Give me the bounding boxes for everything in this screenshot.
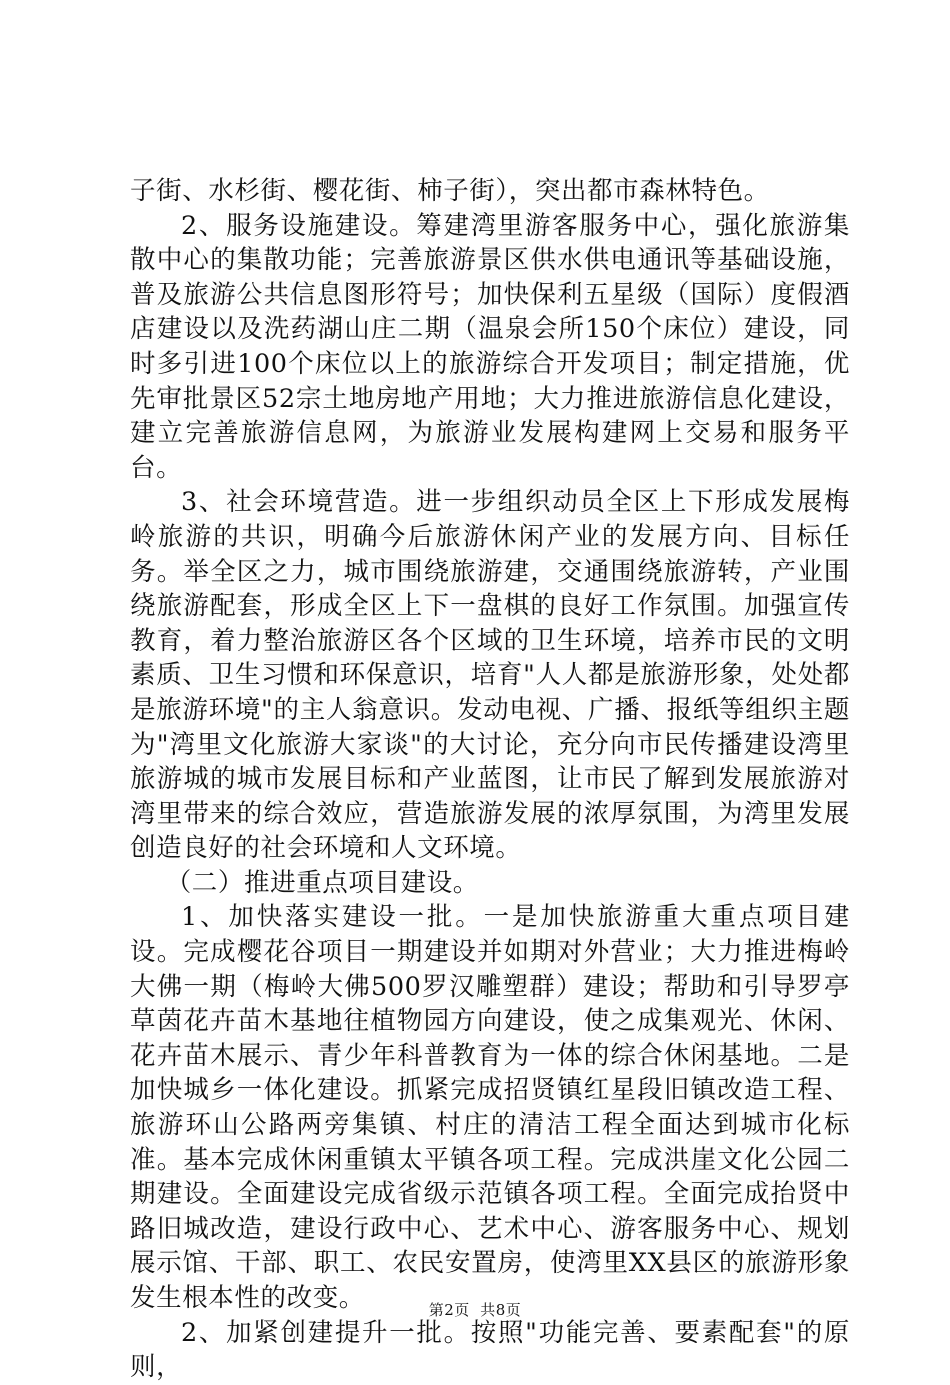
document-body (130, 174, 850, 1385)
paragraph-2: 2、服务设施建设。筹建湾里游客服务中心，强化旅游集散中心的集散功能；完善旅游景区供水供电通讯等基础设施，普及旅游公共信息图形符号；加快保利五星级（国际）度假酒店建设以及洗药湖山庄二期（温泉会所150个床位）建设，同时多引进100个床位以上的旅游综合开发项目；制定措施，优先审批景区52宗土地房地产用地；大力推进旅游信息化建设，建立完善旅游信息网，为旅游业发展构建网上交易和服务平台。 (130, 210, 850, 483)
paragraph-5: 2、加紧创建提升一批。按照"功能完善、要素配套"的原则， (130, 1317, 850, 1383)
page-footer (0, 1300, 950, 1320)
section-heading: （二）推进重点项目建设。 (165, 867, 479, 898)
paragraph-3: 3、社会环境营造。进一步组织动员全区上下形成发展梅岭旅游的共识，明确今后旅游休闲产业的发展方向、目标任务。举全区之力，城市围绕旅游建，交通围绕旅游转，产业围绕旅游配套，形成全区上下一盘棋的良好工作氛围。加强宣传教育，着力整治旅游区各个区域的卫生环境，培养市民的文明素质、卫生习惯和环保意识，培育"人人都是旅游形象，处处都是旅游环境"的主人翁意识。发动电视、广播、报纸等组织主题为"湾里文化旅游大家谈"的大讨论，充分向市民传播建设湾里旅游城的城市发展目标和产业蓝图，让市民了解到发展旅游对湾里带来的综合效应，营造旅游发展的浓厚氛围，为湾里发展创造良好的社会环境和人文环境。 (130, 487, 850, 864)
page-number: 第2页 共8页 (428, 1301, 522, 1319)
paragraph-4: 1、加快落实建设一批。一是加快旅游重大重点项目建设。完成樱花谷项目一期建设并如期对外营业；大力推进梅岭大佛一期（梅岭大佛500罗汉雕塑群）建设；帮助和引导罗亭草茵花卉苗木基地往植物园方向建设，使之成集观光、休闲、花卉苗木展示、青少年科普教育为一体的综合休闲基地。二是加快城乡一体化建设。抓紧完成招贤镇红星段旧镇改造工程、旅游环山公路两旁集镇、村庄的清洁工程全面达到城市化标准。基本完成休闲重镇太平镇各项工程。完成洪崖文化公园二期建设。全面建设完成省级示范镇各项工程。全面完成抬贤中路旧城改造，建设行政中心、艺术中心、游客服务中心、规划展示馆、干部、职工、农民安置房，使湾里XX县区的旅游形象发生根本性的改变。 (130, 902, 850, 1313)
paragraph-1: 子街、水杉街、樱花街、柿子街），突出都市森林特色。 (130, 176, 770, 206)
